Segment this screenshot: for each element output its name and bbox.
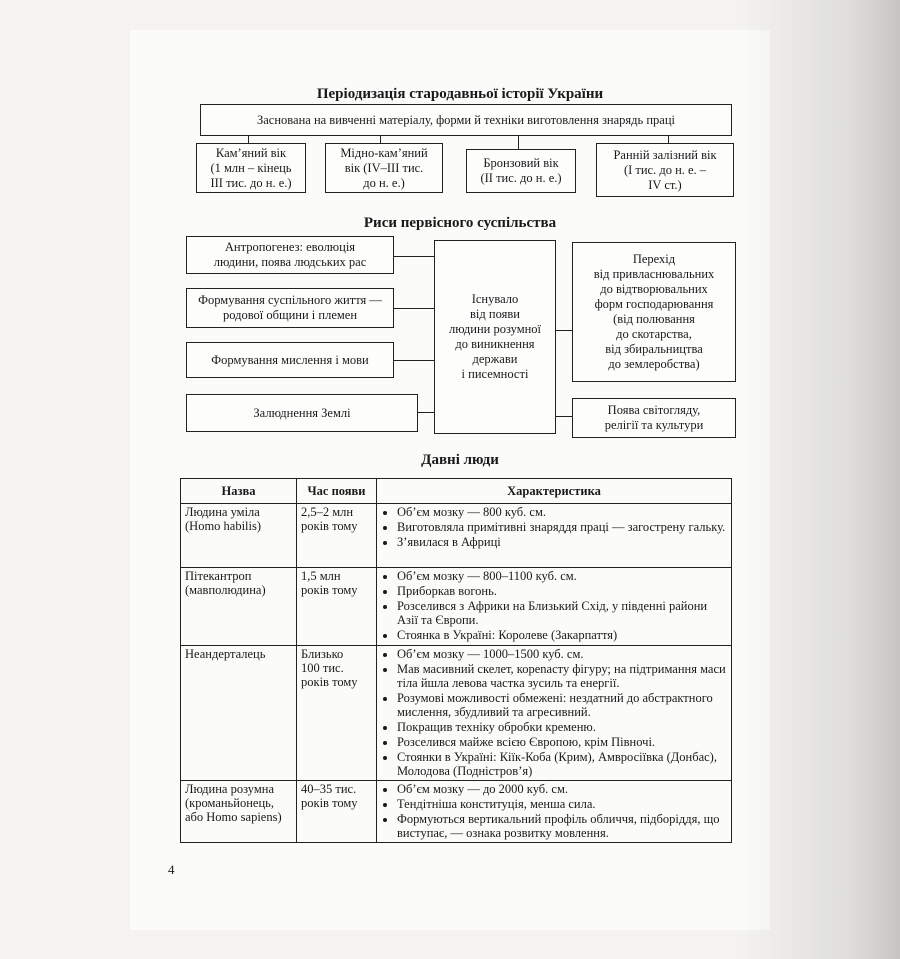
feature-label: Антропогенез: еволюція людини, поява людських рас [213, 240, 367, 269]
table-header-row [181, 479, 732, 504]
table-row [181, 781, 732, 843]
period-box-bronze-age [466, 149, 576, 193]
connector [518, 136, 519, 149]
cell-time [297, 781, 377, 843]
table-row [181, 504, 732, 568]
feature-left-box [186, 288, 394, 328]
trait-item: • Покращив техніку обробки кременю. [397, 720, 727, 734]
feature-center-label: Існувало від появи людини розумної до виникнення держави і писемності [448, 292, 542, 381]
feature-label: Формування мислення і мови [211, 352, 369, 367]
periodization-basis-box [200, 104, 732, 136]
trait-item: • З’явилася в Африці [397, 535, 727, 549]
feature-label: Формування суспільного життя — родової общини і племен [198, 293, 382, 322]
connector [394, 360, 434, 361]
period-label: Бронзовий вік (II тис. до н. е.) [480, 156, 562, 185]
trait-item: • Об’єм мозку — до 2000 куб. см. [397, 782, 727, 796]
time-text: 40–35 тис. років тому [301, 782, 358, 810]
ancient-people-table [180, 478, 732, 843]
feature-label: Залюднення Землі [253, 405, 351, 420]
trait-item: • Виготовляла примітивні знаряддя праці — загострену гальку. [397, 520, 727, 534]
page-number: 4 [168, 862, 175, 877]
period-box-early-iron-age [596, 143, 734, 197]
connector [394, 308, 434, 309]
cell-traits [377, 568, 732, 646]
feature-left-box [186, 236, 394, 274]
connector [380, 136, 381, 143]
connector [394, 256, 434, 257]
periodization-basis-text: Заснована на вивченні матеріалу, форми й техніки виготовлення знарядь праці [257, 112, 675, 127]
trait-item: • Стоянка в Україні: Королеве (Закарпаття) [397, 628, 727, 642]
time-text: Близько 100 тис. років тому [301, 647, 358, 689]
trait-item: • Об’єм мозку — 800 куб. см. [397, 505, 727, 519]
trait-item: • Розселився з Африки на Близький Схід, у південні райони Азії та Європи. [397, 599, 727, 627]
name-text: Людина уміла (Homo habilis) [185, 505, 262, 533]
connector [556, 416, 572, 417]
feature-label: Перехід від привласнювальних до відтворювальних форм господарювання (від полювання до скотарства, від збиральництва до землеробства) [593, 252, 715, 371]
column-header-traits: Характеристика [377, 479, 732, 504]
period-label: Кам’яний вік (1 млн – кінець III тис. до н. е.) [210, 145, 292, 190]
feature-right-box [572, 398, 736, 438]
cell-traits [377, 646, 732, 781]
cell-name [181, 568, 297, 646]
time-text: 1,5 млн років тому [301, 569, 358, 597]
cell-name [181, 646, 297, 781]
cell-time [297, 568, 377, 646]
trait-item: • Об’єм мозку — 1000–1500 куб. см. [397, 647, 727, 661]
trait-item: • Розселився майже всією Європою, крім Півночі. [397, 735, 727, 749]
trait-item: • Мав масивний скелет, кореnасту фігуру; на підтримання маси тіла йшла левова частка зусиль та енергії. [397, 662, 727, 690]
feature-center-box [434, 240, 556, 434]
page-edge-shadow [740, 0, 900, 959]
cell-name [181, 504, 297, 568]
cell-time [297, 646, 377, 781]
cell-name [181, 781, 297, 843]
table-row [181, 646, 732, 781]
column-header-name: Назва [181, 479, 297, 504]
time-text: 2,5–2 млн років тому [301, 505, 358, 533]
name-text: Людина розумна (кроманьйонець, або Homo sapiens) [185, 782, 282, 824]
trait-item: • Формуються вертикальний профіль обличчя, підборіддя, що виступає, — ознака розвитку мовлення. [397, 812, 727, 840]
trait-item: • Тендітніша конституція, менша сила. [397, 797, 727, 811]
period-label: Мідно-кам’яний вік (IV–III тис. до н. е.) [340, 145, 428, 190]
feature-label: Поява світогляду, релігії та культури [604, 403, 704, 432]
trait-item: • Стоянки в Україні: Кіїк-Коба (Крим), Амвросіївка (Донбас), Молодова (Подністров’я) [397, 750, 727, 778]
connector [668, 136, 669, 143]
period-label: Ранній залізний вік (I тис. до н. е. – IV ст.) [613, 147, 717, 192]
trait-item: • Розумові можливості обмежені: нездатний до абстрактного мислення, збудливий та агресивний. [397, 691, 727, 719]
cell-time [297, 504, 377, 568]
feature-right-box [572, 242, 736, 382]
ancient-people-title: Давні люди [421, 452, 499, 468]
table-row [181, 568, 732, 646]
connector [248, 136, 249, 143]
name-text: Неандерталець [185, 647, 266, 661]
trait-item: • Приборкав вогонь. [397, 584, 727, 598]
cell-traits [377, 781, 732, 843]
column-header-time: Час появи [297, 479, 377, 504]
features-title: Риси первісного суспільства [363, 215, 557, 231]
period-box-stone-age [196, 143, 306, 193]
trait-item: • Об’єм мозку — 800–1100 куб. см. [397, 569, 727, 583]
periodization-title: Періодизація стародавньої історії України [316, 86, 604, 102]
feature-left-box [186, 394, 418, 432]
name-text: Пітекантроп (мавполюдина) [185, 569, 266, 597]
feature-left-box [186, 342, 394, 378]
cell-traits [377, 504, 732, 568]
period-box-copper-stone-age [325, 143, 443, 193]
connector [556, 330, 572, 331]
connector [418, 412, 434, 413]
